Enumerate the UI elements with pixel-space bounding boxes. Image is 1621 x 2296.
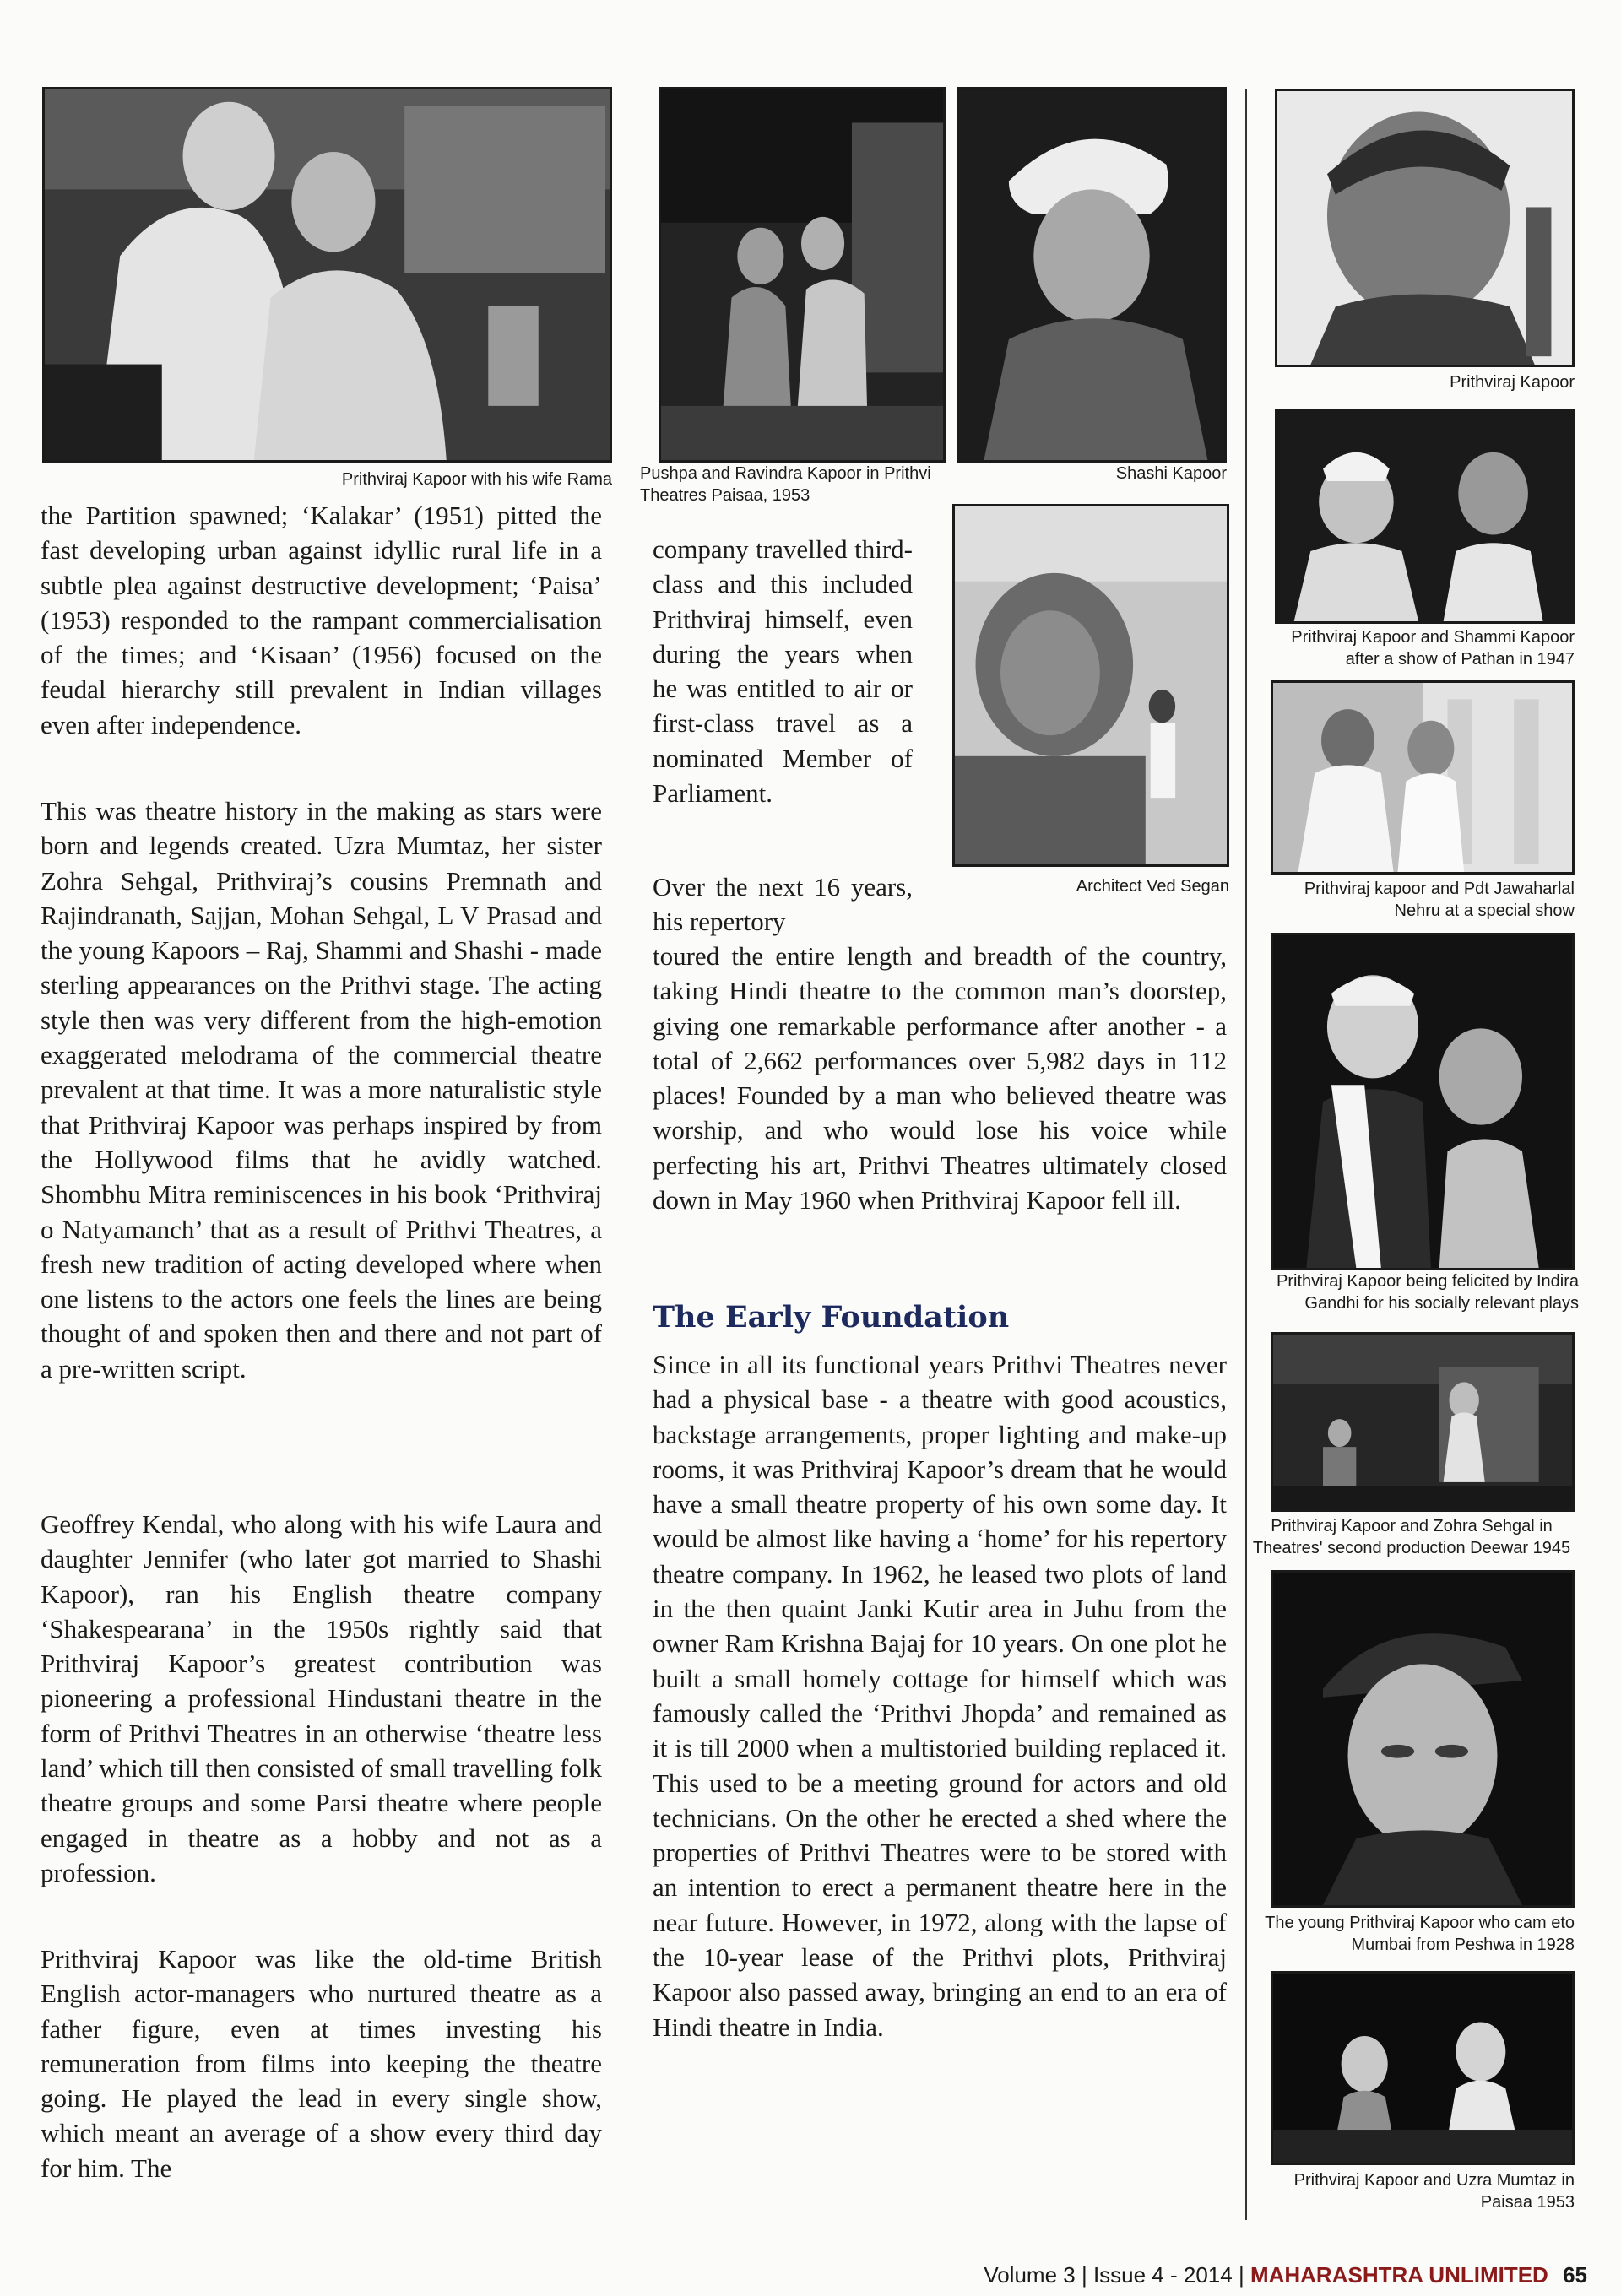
caption-nehru: Prithviraj kapoor and Pdt Jawaharlal Nehru at a special show <box>1304 880 1575 920</box>
footer-volume: Volume 3 <box>984 2262 1076 2288</box>
photo-prithviraj-and-zohra-sehgal <box>1271 1332 1575 1512</box>
article-col1-p3: Geoffrey Kendal, who along with his wife Laura and daughter Jennifer (who later got married to Shashi Kapoor), ran his English theatre company ‘Shakespearana’ in the 1950s rightly said that Prithviraj Kapoor’s greatest contribution was pioneering a professional Hindustani theatre in the form of Prithvi Theatres in an otherwise ‘theatre less land’ which till then consisted of small travelling folk theatre groups and some Parsi theatre where people engaged in theatre as a hobby and not as a profession. <box>41 1509 602 1887</box>
section-heading: The Early Foundation <box>653 1300 1010 1335</box>
photo-prithviraj-and-uzra-mumtaz <box>1271 1971 1575 2165</box>
page-footer <box>827 2262 1587 2288</box>
photo-young-prithviraj-kapoor <box>1271 1570 1575 1908</box>
photo-architect-ved-segan <box>952 504 1229 867</box>
footer-separator: | <box>1081 2262 1093 2288</box>
caption-shammi: Prithviraj Kapoor and Shammi Kapoor after a show of Pathan in 1947 <box>1291 628 1575 669</box>
caption-ved: Architect Ved Segan <box>1076 877 1229 896</box>
footer-issue: Issue 4 - 2014 <box>1092 2262 1233 2288</box>
caption-uzra: Prithviraj Kapoor and Uzra Mumtaz in Paisaa 1953 <box>1293 2171 1575 2212</box>
caption-prithviraj: Prithviraj Kapoor <box>1450 373 1575 392</box>
footer-separator: | <box>1238 2262 1250 2288</box>
article-col1-p1: the Partition spawned; ‘Kalakar’ (1951) pitted the fast developing urban against idyllic rural life in a subtle plea against destructive development; ‘Paisa’ (1953) responded to the rampant commercialisation of the times; and ‘Kisaan’ (1956) focused on the feudal hierarchy still prevalent in Indian villages even after independence. <box>41 501 602 739</box>
article-col1-p4: Prithviraj Kapoor was like the old-time British English actor-managers who nurtured theatre as a father figure, even at times investing his remuneration from films into keeping the theatre going. He played the lead in every single show, which meant an average of a show every third day for him. The <box>41 1944 602 2183</box>
article-col2-p1: company travelled third-class and this included Prithviraj himself, even during the years when he was entitled to air or first-class travel as a nominated Member of Parliament. <box>653 534 913 809</box>
article-col1-p2: This was theatre history in the making as stars were born and legends created. Uzra Mumtaz, her sister Zohra Sehgal, Prithviraj’s cousins Premnath and Rajindranath, Sajjan, Mohan Sehgal, L V Prasad and the young Kapoors – Raj, Shammi and Shashi - made sterling appearances on the Prithvi stage. The acting style then was very different from the high-emotion exaggerated melodrama of the commercial theatre prevalent at that time. It was a more naturalistic style that Prithviraj Kapoor was perhaps inspired by from the Hollywood films that he avidly watched. Shombhu Mitra reminiscences in his book ‘Prithviraj o Natyamanch’ that as a result of Prithvi Theatres, a fresh new tradition of acting developed where when one listens to the actors one feels the lines are being thought of and spoken then and there and not part of a pre-written script. <box>41 796 602 1384</box>
photo-prithviraj-and-nehru <box>1271 680 1575 875</box>
caption-indira: Prithviraj Kapoor being felicited by Indira Gandhi for his socially relevant plays <box>1277 1272 1579 1313</box>
photo-prithviraj-kapoor-portrait <box>1275 89 1575 367</box>
caption-rama: Prithviraj Kapoor with his wife Rama <box>341 470 612 489</box>
photo-prithviraj-and-shammi <box>1275 409 1575 624</box>
article-col2-p3: Since in all its functional years Prithvi Theatres never had a physical base - a theatre with good acoustics, backstage arrangements, proper lighting and make-up rooms, it was Prithviraj Kapoor’s dream that he would have a small theatre property of his own some day. It would be almost like having a ‘home’ for his repertory theatre company. In 1962, he leased two plots of land in the then quaint Janki Kutir area in Juhu from the owner Ram Krishna Bajaj for 10 years. On one plot he built a small homely cottage for himself which was famously called the ‘Prithvi Jhopda’ and remained as it is till 2000 when a multistoried building replaced it. This used to be a meeting ground for actors and old technicians. On the other he erected a shed where the properties of Prithvi Theatres were to be stored with an intention to erect a permanent theatre here in the near future. However, in 1972, along with the lapse of the 10-year lease of the Prithvi plots, Prithviraj Kapoor also passed away, bringing an end to an era of Hindi theatre in India. <box>653 1350 1227 2042</box>
caption-shashi: Shashi Kapoor <box>1115 464 1227 483</box>
column-divider <box>1245 89 1247 2220</box>
article-col2-p2a: Over the next 16 years, his repertory <box>653 872 913 937</box>
caption-pushpa: Pushpa and Ravindra Kapoor in Prithvi Theatres Paisaa, 1953 <box>640 464 931 505</box>
photo-shashi-kapoor <box>957 87 1227 463</box>
page-number: 65 <box>1563 2262 1587 2288</box>
photo-prithviraj-with-wife-rama <box>42 87 612 463</box>
photo-prithviraj-and-indira-gandhi <box>1271 933 1575 1270</box>
footer-brand: MAHARASHTRA UNLIMITED <box>1250 2262 1548 2288</box>
photo-pushpa-ravindra-kapoor <box>659 87 946 463</box>
article-col2-p2b: toured the entire length and breadth of the country, taking Hindi theatre to the common man’s doorstep, giving one remarkable performance after another - a total of 2,662 performances over 5,982 days in 112 places! Founded by a man who believed theatre was worship, and who would lose his voice while perfecting his art, Prithvi Theatres ultimately closed down in May 1960 when Prithviraj Kapoor fell ill. <box>653 941 1227 1216</box>
caption-young: The young Prithviraj Kapoor who cam eto Mumbai from Peshwa in 1928 <box>1265 1914 1575 1954</box>
caption-zohra: Prithviraj Kapoor and Zohra Sehgal in Theatres' second production Deewar 1945 <box>1252 1517 1571 1557</box>
